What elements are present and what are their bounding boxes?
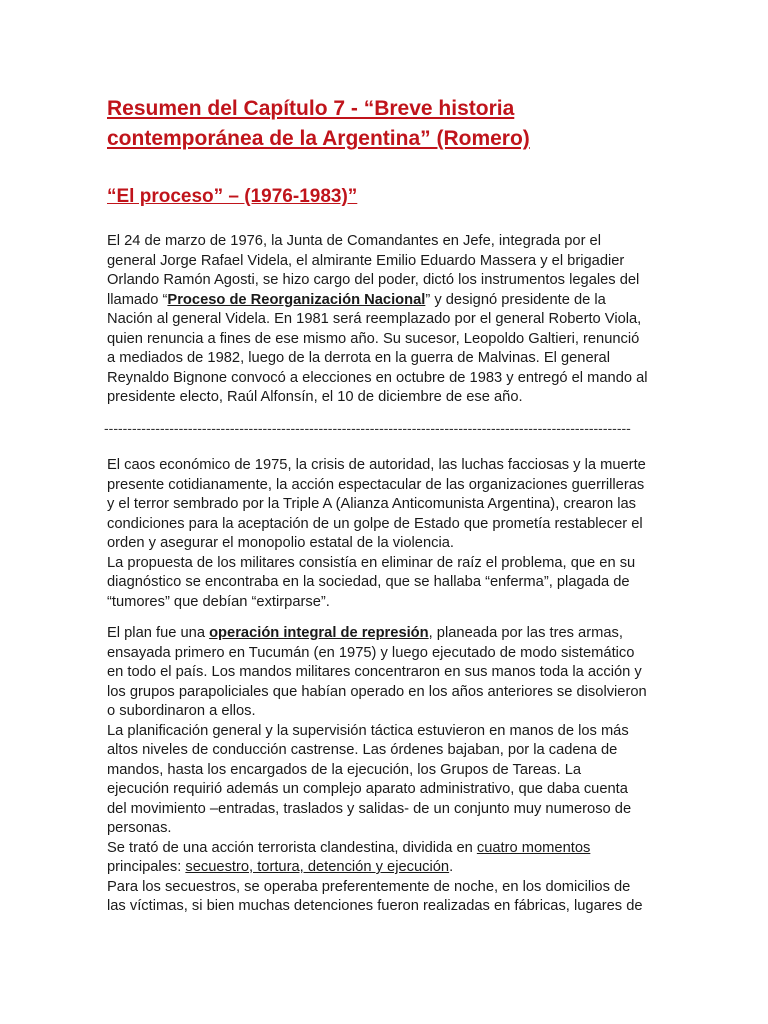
p3-line-4: los grupos parapoliciales que habían operado en los años anteriores se disolvieron bbox=[107, 683, 647, 700]
momentos-list-emphasis: secuestro, tortura, detención y ejecución bbox=[185, 859, 450, 875]
p1-line-1: El 24 de marzo de 1976, la Junta de Comandantes en Jefe, integrada por el bbox=[107, 233, 601, 249]
paragraph-3 bbox=[107, 624, 673, 917]
p3-line-12 bbox=[107, 839, 673, 859]
p1-line-5: Nación al general Videla. En 1981 será reemplazado por el general Roberto Viola, bbox=[107, 311, 642, 327]
p3-line-8: mandos, hasta los encargados de la ejecución, los Grupos de Tareas. La bbox=[107, 761, 582, 778]
title-line-1: Resumen del Capítulo 7 - “Breve historia bbox=[107, 97, 515, 120]
p3-line-13-post: . bbox=[449, 859, 454, 875]
p3-line-1-pre: El plan fue una bbox=[107, 625, 210, 641]
p2-line-6: La propuesta de los militares consistía en eliminar de raíz el problema, que en su bbox=[107, 554, 636, 571]
p3-line-12-pre: Se trató de una acción terrorista clandestina, dividida en bbox=[107, 839, 477, 856]
p3-line-15: las víctimas, si bien muchas detenciones fueron realizadas en fábricas, lugares de bbox=[107, 898, 643, 914]
p1-line-4-pre: llamado “ bbox=[107, 291, 168, 308]
p3-line-11: personas. bbox=[107, 820, 172, 836]
section-subtitle: “El proceso” – (1976-1983)” bbox=[107, 186, 358, 207]
p3-line-7: altos niveles de conducción castrense. Las órdenes bajaban, por la cadena de bbox=[107, 742, 618, 758]
p3-line-3: en todo el país. Los mandos militares concentraron en sus manos toda la acción y bbox=[107, 664, 642, 680]
p2-line-7: diagnóstico se encontraba en la sociedad, que se hallaba “enferma”, plagada de bbox=[107, 574, 630, 590]
p3-line-1-post: , planeada por las tres armas, bbox=[428, 625, 623, 641]
p3-line-1 bbox=[107, 624, 673, 644]
p3-line-10: del movimiento –entradas, traslados y salidas- de un conjunto muy numeroso de bbox=[107, 800, 632, 817]
p3-line-2: ensayada primero en Tucumán (en 1975) y luego ejecutado de modo sistemático bbox=[107, 644, 635, 661]
p1-line-7: a mediados de 1982, luego de la derrota en la guerra de Malvinas. El general bbox=[107, 350, 610, 366]
p1-line-9: presidente electo, Raúl Alfonsín, el 10 de diciembre de ese año. bbox=[107, 389, 523, 405]
p2-line-4: condiciones para la aceptación de un golpe de Estado que prometía restablecer el bbox=[107, 515, 643, 532]
p1-line-4-post: ” y designó presidente de la bbox=[425, 291, 606, 308]
p2-line-8: “tumores” que debían “extirparse”. bbox=[107, 593, 330, 610]
p2-line-1: El caos económico de 1975, la crisis de autoridad, las luchas facciosas y la muerte bbox=[107, 457, 646, 473]
paragraph-1 bbox=[107, 232, 673, 408]
operacion-integral-emphasis: operación integral de represión bbox=[209, 625, 429, 641]
title-line-2: contemporánea de la Argentina” (Romero) bbox=[107, 127, 530, 150]
p2-line-3: y el terror sembrado por la Triple A (Alianza Anticomunista Argentina), crearon las bbox=[107, 496, 637, 512]
p3-line-13 bbox=[107, 858, 673, 878]
p1-line-3: Orlando Ramón Agosti, se hizo cargo del poder, dictó los instrumentos legales del bbox=[107, 272, 640, 288]
p3-line-5: o subordinaron a ellos. bbox=[107, 703, 256, 719]
document-title bbox=[107, 94, 707, 154]
dashed-separator: ----------------------------------------------------------------------------------------------------------------- bbox=[104, 420, 631, 436]
p1-line-4 bbox=[107, 291, 673, 311]
p3-line-13-pre: principales: bbox=[107, 859, 186, 875]
p2-line-2: presente cotidianamente, la acción espectacular de las organizaciones guerrilleras bbox=[107, 476, 645, 493]
p3-line-14: Para los secuestros, se operaba preferentemente de noche, en los domicilios de bbox=[107, 878, 631, 895]
p2-line-5: orden y asegurar el monopolio estatal de la violencia. bbox=[107, 535, 454, 551]
p1-line-2: general Jorge Rafael Videla, el almirante Emilio Eduardo Massera y el brigadier bbox=[107, 252, 625, 269]
p1-line-6: quien renuncia a fines de ese mismo año. Su sucesor, Leopoldo Galtieri, renunció bbox=[107, 330, 640, 347]
p1-line-8: Reynaldo Bignone convocó a elecciones en octubre de 1983 y entregó el mando al bbox=[107, 369, 648, 386]
paragraph-2 bbox=[107, 456, 673, 612]
proceso-reorganizacion-emphasis: Proceso de Reorganización Nacional bbox=[167, 291, 426, 308]
p3-line-6: La planificación general y la supervisión táctica estuvieron en manos de los más bbox=[107, 722, 629, 739]
cuatro-momentos-emphasis: cuatro momentos bbox=[476, 839, 591, 856]
p3-line-9: ejecución requirió además un complejo aparato administrativo, que daba cuenta bbox=[107, 781, 628, 797]
